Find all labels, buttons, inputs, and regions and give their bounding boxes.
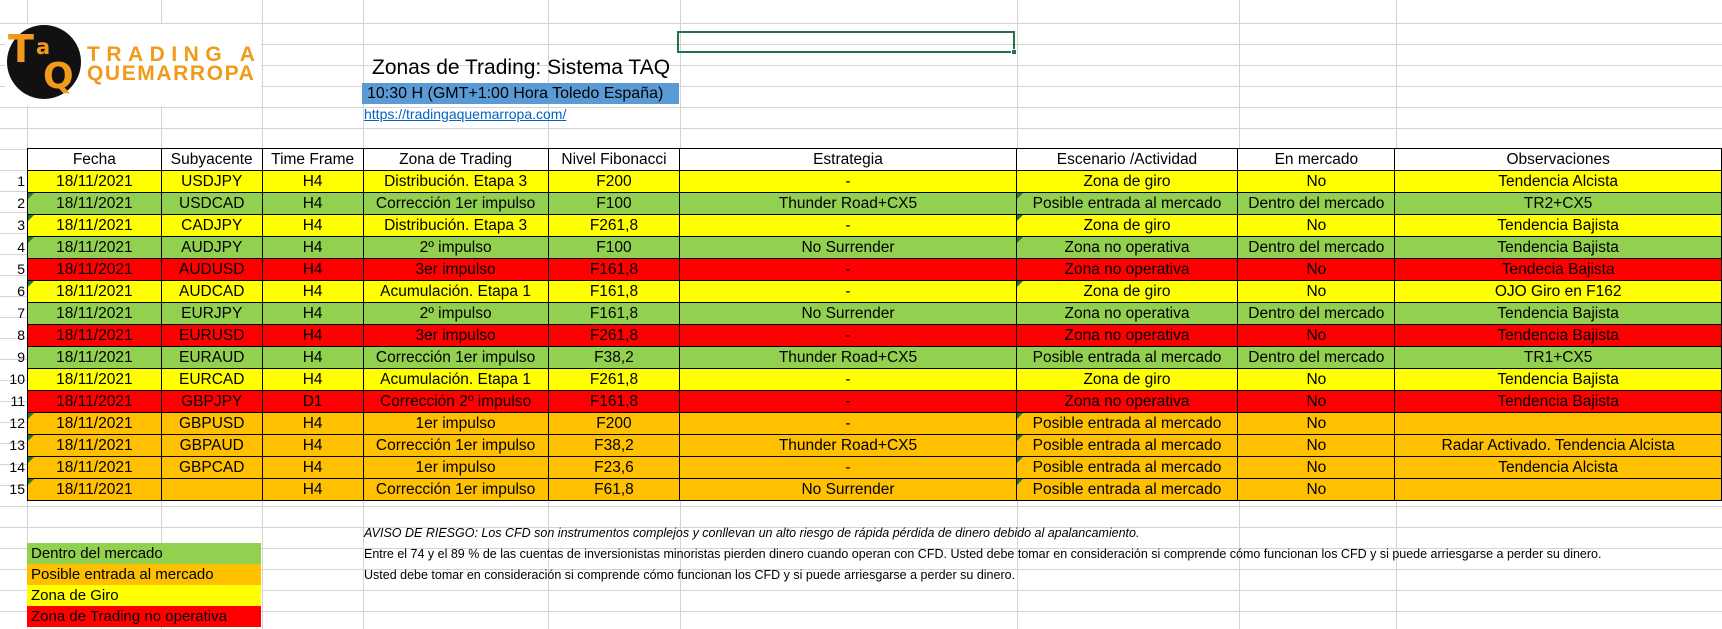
table-cell[interactable]: 18/11/2021 — [28, 303, 162, 325]
column-header-escenario[interactable]: Escenario /Actividad — [1016, 149, 1238, 171]
table-cell[interactable]: Tendencia Bajista — [1395, 237, 1722, 259]
table-header-row — [28, 149, 1722, 171]
table-row — [28, 457, 1722, 479]
table-row — [28, 435, 1722, 457]
table-cell[interactable]: Corrección 1er impulso — [363, 347, 548, 369]
table-cell[interactable]: Radar Activado. Tendencia Alcista — [1395, 435, 1722, 457]
column-header-nivel-fibonacci[interactable]: Nivel Fibonacci — [548, 149, 680, 171]
table-cell[interactable]: GBPAUD — [161, 435, 262, 457]
table-cell[interactable]: AUDJPY — [161, 237, 262, 259]
table-cell[interactable]: Dentro del mercado — [1238, 347, 1395, 369]
table-row — [28, 347, 1722, 369]
table-cell[interactable]: No Surrender — [680, 479, 1016, 501]
row-number: 6 — [17, 283, 25, 299]
table-cell[interactable]: No — [1238, 215, 1395, 237]
table-cell[interactable]: Tendencia Alcista — [1395, 457, 1722, 479]
table-cell[interactable]: Thunder Road+CX5 — [680, 193, 1016, 215]
table-cell[interactable]: H4 — [262, 281, 363, 303]
table-cell[interactable]: F161,8 — [548, 259, 680, 281]
table-row — [28, 303, 1722, 325]
table-cell[interactable]: H4 — [262, 171, 363, 193]
table-row — [28, 171, 1722, 193]
table-cell[interactable]: 18/11/2021 — [28, 479, 162, 501]
table-cell[interactable]: No — [1238, 479, 1395, 501]
logo — [5, 24, 261, 106]
table-cell[interactable]: TR1+CX5 — [1395, 347, 1722, 369]
table-cell[interactable]: 18/11/2021 — [28, 171, 162, 193]
table-row — [28, 281, 1722, 303]
row-number: 1 — [17, 173, 25, 189]
table-cell[interactable]: GBPUSD — [161, 413, 262, 435]
table-cell[interactable]: Zona no operativa — [1016, 259, 1238, 281]
table-cell[interactable]: 18/11/2021 — [28, 413, 162, 435]
column-header-zona-de-trading[interactable]: Zona de Trading — [363, 149, 548, 171]
table-cell[interactable]: USDJPY — [161, 171, 262, 193]
table-cell[interactable]: Posible entrada al mercado — [1016, 347, 1238, 369]
table-cell[interactable]: EURUSD — [161, 325, 262, 347]
table-row — [28, 391, 1722, 413]
table-cell[interactable]: Posible entrada al mercado — [1016, 479, 1238, 501]
table-cell[interactable]: USDCAD — [161, 193, 262, 215]
page-title: Zonas de Trading: Sistema TAQ — [372, 56, 671, 79]
table-cell[interactable]: Posible entrada al mercado — [1016, 457, 1238, 479]
table-cell[interactable]: Acumulación. Etapa 1 — [363, 281, 548, 303]
table-cell[interactable]: H4 — [262, 413, 363, 435]
table-cell[interactable]: No — [1238, 413, 1395, 435]
table-cell[interactable]: No Surrender — [680, 237, 1016, 259]
row-number: 4 — [17, 239, 25, 255]
table-cell[interactable]: Tendencia Alcista — [1395, 171, 1722, 193]
table-cell[interactable]: 18/11/2021 — [28, 259, 162, 281]
table-cell[interactable]: F200 — [548, 171, 680, 193]
table-cell[interactable]: 3er impulso — [363, 325, 548, 347]
table-cell[interactable]: Zona no operativa — [1016, 391, 1238, 413]
table-cell[interactable]: Dentro del mercado — [1238, 303, 1395, 325]
legend-item: Dentro del mercado — [27, 543, 261, 564]
table-cell[interactable]: Corrección 1er impulso — [363, 435, 548, 457]
column-header-time-frame[interactable]: Time Frame — [262, 149, 363, 171]
table-cell[interactable]: - — [680, 325, 1016, 347]
table-cell[interactable]: 18/11/2021 — [28, 193, 162, 215]
table-row — [28, 413, 1722, 435]
row-number: 14 — [9, 459, 25, 475]
table-cell[interactable]: H4 — [262, 193, 363, 215]
table-cell[interactable]: - — [680, 171, 1016, 193]
logo-text-line2: QUEMARROPA — [87, 62, 256, 85]
table-row — [28, 193, 1722, 215]
table-cell[interactable]: Posible entrada al mercado — [1016, 193, 1238, 215]
legend-item: Zona de Giro — [27, 585, 261, 606]
table-cell[interactable]: Corrección 2º impulso — [363, 391, 548, 413]
table-cell[interactable]: Dentro del mercado — [1238, 193, 1395, 215]
table-cell[interactable]: F100 — [548, 193, 680, 215]
color-legend — [27, 543, 261, 627]
selected-cell[interactable] — [677, 31, 1015, 53]
table-cell[interactable]: Posible entrada al mercado — [1016, 435, 1238, 457]
table-cell[interactable]: F38,2 — [548, 347, 680, 369]
table-cell[interactable]: 18/11/2021 — [28, 325, 162, 347]
risk-statistic: Entre el 74 y el 89 % de las cuentas de inversionistas minoristas pierden dinero cuando operan con CFD. Usted debe tomar en consideración si comprende cómo funcionan los CFD y si puede arriesgarse a perder su dinero. — [364, 547, 1602, 561]
table-cell[interactable] — [1395, 413, 1722, 435]
table-cell[interactable]: Posible entrada al mercado — [1016, 413, 1238, 435]
table-cell[interactable]: EURCAD — [161, 369, 262, 391]
grid-row-line — [0, 107, 1722, 108]
website-link[interactable]: https://tradingaquemarropa.com/ — [364, 106, 567, 122]
table-cell[interactable]: 18/11/2021 — [28, 215, 162, 237]
row-number: 5 — [17, 261, 25, 277]
table-row — [28, 259, 1722, 281]
table-cell[interactable]: Tendencia Bajista — [1395, 391, 1722, 413]
grid-row-line — [0, 128, 1722, 129]
table-cell[interactable]: H4 — [262, 325, 363, 347]
row-number: 10 — [9, 371, 25, 387]
table-cell[interactable]: - — [680, 369, 1016, 391]
row-number: 15 — [9, 481, 25, 497]
table-cell[interactable]: - — [680, 259, 1016, 281]
table-cell[interactable]: Thunder Road+CX5 — [680, 347, 1016, 369]
table-cell[interactable]: AUDUSD — [161, 259, 262, 281]
table-cell[interactable]: F261,8 — [548, 325, 680, 347]
table-cell[interactable]: H4 — [262, 457, 363, 479]
table-cell[interactable]: Distribución. Etapa 3 — [363, 215, 548, 237]
table-cell[interactable]: H4 — [262, 237, 363, 259]
table-cell[interactable]: 2º impulso — [363, 303, 548, 325]
table-cell[interactable]: 18/11/2021 — [28, 435, 162, 457]
row-number: 8 — [17, 327, 25, 343]
table-cell[interactable]: GBPCAD — [161, 457, 262, 479]
table-cell[interactable]: AUDCAD — [161, 281, 262, 303]
table-cell[interactable]: 1er impulso — [363, 413, 548, 435]
table-row — [28, 325, 1722, 347]
row-number: 13 — [9, 437, 25, 453]
table-cell[interactable]: - — [680, 413, 1016, 435]
table-cell[interactable]: 18/11/2021 — [28, 391, 162, 413]
table-cell[interactable]: Distribución. Etapa 3 — [363, 171, 548, 193]
table-cell[interactable]: 2º impulso — [363, 237, 548, 259]
table-cell[interactable]: Zona no operativa — [1016, 303, 1238, 325]
table-cell[interactable]: H4 — [262, 259, 363, 281]
table-cell[interactable]: Corrección 1er impulso — [363, 193, 548, 215]
column-header-fecha[interactable]: Fecha — [28, 149, 162, 171]
table-cell[interactable]: Dentro del mercado — [1238, 237, 1395, 259]
table-cell[interactable]: Corrección 1er impulso — [363, 479, 548, 501]
column-header-subyacente[interactable]: Subyacente — [161, 149, 262, 171]
table-cell[interactable]: Zona de giro — [1016, 281, 1238, 303]
table-cell[interactable]: No — [1238, 325, 1395, 347]
table-cell[interactable]: F161,8 — [548, 281, 680, 303]
table-cell[interactable]: Tendencia Bajista — [1395, 215, 1722, 237]
table-cell[interactable]: No — [1238, 259, 1395, 281]
row-number: 11 — [10, 393, 25, 409]
table-cell[interactable]: F161,8 — [548, 303, 680, 325]
table-cell[interactable]: GBPJPY — [161, 391, 262, 413]
fill-handle[interactable] — [1011, 49, 1017, 55]
grid-row-line — [0, 506, 1722, 507]
table-cell[interactable]: F200 — [548, 413, 680, 435]
table-cell[interactable]: F23,6 — [548, 457, 680, 479]
table-cell[interactable]: F100 — [548, 237, 680, 259]
table-cell[interactable]: - — [680, 215, 1016, 237]
table-cell[interactable]: 18/11/2021 — [28, 457, 162, 479]
logo-letter-t: T — [8, 27, 34, 71]
table-cell[interactable]: - — [680, 281, 1016, 303]
table-cell[interactable]: D1 — [262, 391, 363, 413]
table-cell[interactable]: No — [1238, 435, 1395, 457]
table-row — [28, 237, 1722, 259]
table-cell[interactable]: Zona de giro — [1016, 171, 1238, 193]
table-cell[interactable]: No — [1238, 281, 1395, 303]
table-cell[interactable]: 18/11/2021 — [28, 369, 162, 391]
table-cell[interactable]: Thunder Road+CX5 — [680, 435, 1016, 457]
row-number: 2 — [17, 195, 25, 211]
table-cell[interactable]: H4 — [262, 303, 363, 325]
table-cell[interactable]: Zona no operativa — [1016, 325, 1238, 347]
logo-text-line1: TRADING A — [87, 43, 262, 66]
table-cell[interactable]: CADJPY — [161, 215, 262, 237]
table-body — [28, 171, 1722, 501]
table-cell[interactable]: No — [1238, 369, 1395, 391]
table-cell[interactable]: TR2+CX5 — [1395, 193, 1722, 215]
table-cell[interactable]: No — [1238, 171, 1395, 193]
table-cell[interactable]: Acumulación. Etapa 1 — [363, 369, 548, 391]
row-numbers — [0, 170, 27, 500]
table-cell[interactable]: Tendencia Bajista — [1395, 369, 1722, 391]
table-cell[interactable]: No — [1238, 391, 1395, 413]
table-cell[interactable]: Zona no operativa — [1016, 237, 1238, 259]
table-cell[interactable]: Tendencia Bajista — [1395, 325, 1722, 347]
time-label: 10:30 H (GMT+1:00 Hora Toledo España) — [362, 83, 679, 104]
table-row — [28, 479, 1722, 501]
table-cell[interactable] — [161, 479, 262, 501]
table-cell[interactable]: Tendecia Bajista — [1395, 259, 1722, 281]
table-cell[interactable]: Zona de giro — [1016, 215, 1238, 237]
table-cell[interactable]: EURJPY — [161, 303, 262, 325]
table-cell[interactable]: 18/11/2021 — [28, 281, 162, 303]
table-row — [28, 215, 1722, 237]
risk-warning: AVISO DE RIESGO: Los CFD son instrumentos complejos y conllevan un alto riesgo de rápida pérdida de dinero debido al apalancamiento. — [364, 526, 1140, 540]
row-number: 3 — [17, 217, 25, 233]
table-cell[interactable]: H4 — [262, 215, 363, 237]
table-cell[interactable]: No Surrender — [680, 303, 1016, 325]
table-cell[interactable] — [1395, 479, 1722, 501]
table-cell[interactable]: - — [680, 391, 1016, 413]
row-number: 7 — [17, 305, 25, 321]
table-row — [28, 369, 1722, 391]
table-cell[interactable]: F261,8 — [548, 215, 680, 237]
row-number: 9 — [17, 349, 25, 365]
column-header-estrategia[interactable]: Estrategia — [680, 149, 1016, 171]
table-cell[interactable]: Tendencia Bajista — [1395, 303, 1722, 325]
table-cell[interactable]: H4 — [262, 435, 363, 457]
legend-item: Posible entrada al mercado — [27, 564, 261, 585]
table-cell[interactable]: F61,8 — [548, 479, 680, 501]
table-cell[interactable]: F38,2 — [548, 435, 680, 457]
table-cell[interactable]: F261,8 — [548, 369, 680, 391]
table-cell[interactable]: 18/11/2021 — [28, 347, 162, 369]
table-cell[interactable]: 3er impulso — [363, 259, 548, 281]
table-cell[interactable]: H4 — [262, 369, 363, 391]
logo-letter-a: a — [36, 35, 51, 59]
table-cell[interactable]: EURAUD — [161, 347, 262, 369]
trading-zones-table — [27, 148, 1722, 501]
legend-item: Zona de Trading no operativa — [27, 606, 261, 627]
table-cell[interactable]: - — [680, 457, 1016, 479]
table-cell[interactable]: No — [1238, 457, 1395, 479]
table-cell[interactable]: H4 — [262, 347, 363, 369]
table-cell[interactable]: Zona de giro — [1016, 369, 1238, 391]
logo-letter-q: Q — [43, 56, 74, 97]
column-header-en-mercado[interactable]: En mercado — [1238, 149, 1395, 171]
table-cell[interactable]: 18/11/2021 — [28, 237, 162, 259]
row-number: 12 — [9, 415, 25, 431]
column-header-observaciones[interactable]: Observaciones — [1395, 149, 1722, 171]
risk-note: Usted debe tomar en consideración si comprende cómo funcionan los CFD y si puede arriesgarse a perder su dinero. — [364, 568, 1016, 582]
table-cell[interactable]: H4 — [262, 479, 363, 501]
table-cell[interactable]: F161,8 — [548, 391, 680, 413]
table-cell[interactable]: 1er impulso — [363, 457, 548, 479]
table-cell[interactable]: OJO Giro en F162 — [1395, 281, 1722, 303]
